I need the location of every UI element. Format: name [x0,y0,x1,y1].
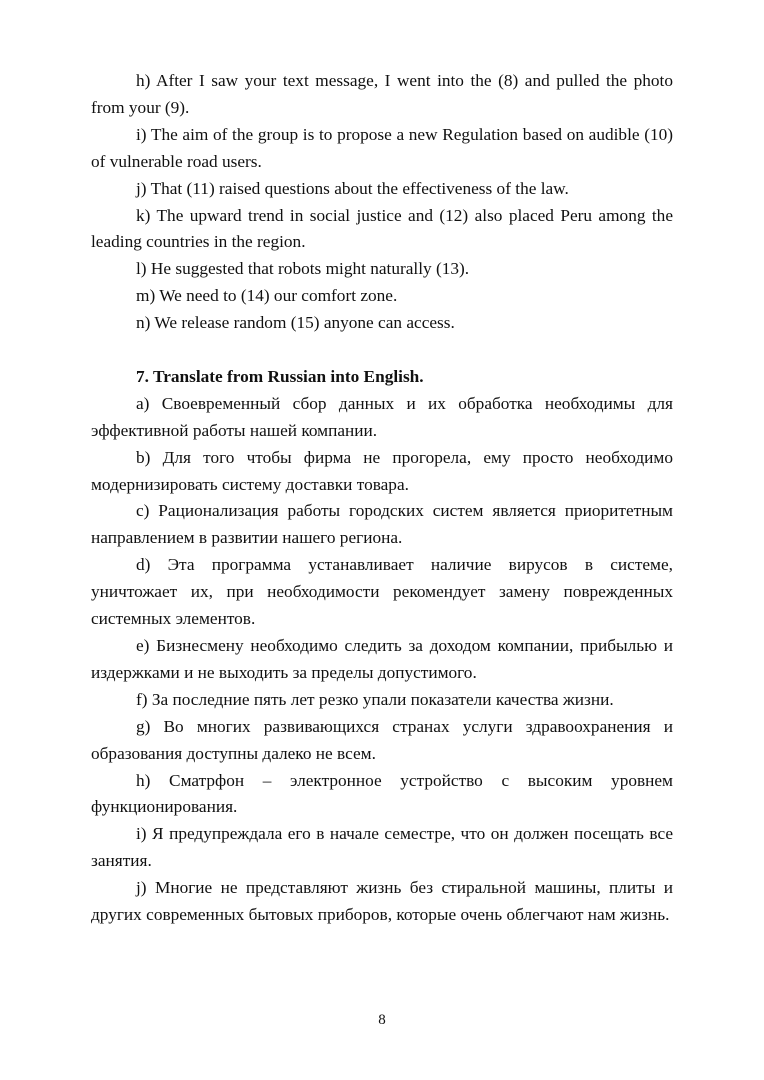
exercise-6-item-i: i) The aim of the group is to propose a new Regulation based on audible (10) of vulnerable road users. [91,124,673,171]
exercise-7-item-f: f) За последние пять лет резко упали показатели качества жизни. [136,689,614,709]
exercise-7-item-j: j) Многие не представляют жизнь без стиральной машины, плиты и других современных бытовых приборов, которые очень облегчают нам жизнь. [91,878,673,925]
section-spacer [91,337,673,364]
exercise-6-item-h: h) After I saw your text message, I went into the (8) and pulled the photo from your (9). [91,71,673,117]
exercise-6-item-l: l) He suggested that robots might naturally (13). [136,259,470,279]
exercise-6-item-m: m) We need to (14) our comfort zone. [136,286,398,306]
exercise-7-item-e: e) Бизнесмену необходимо следить за доходом компании, прибылью и издержками и не выходить за пределы допустимого. [91,636,673,682]
exercise-7-item-c: c) Рационализация работы городских систем является приоритетным направлением в развитии нашего региона. [91,501,673,548]
exercise-7-item-i: i) Я предупреждала его в начале семестре, что он должен посещать все занятия. [91,824,673,871]
exercise-7-item-a: a) Своевременный сбор данных и их обработка необходимы для эффективной работы нашей компании. [91,393,673,440]
exercise-7-item-h: h) Сматрфон – электронное устройство с высоким уровнем функционирования. [91,770,673,817]
page-number: 8 [378,1012,386,1028]
exercise-7-heading: 7. Translate from Russian into English. [136,366,424,386]
exercise-7-item-b: b) Для того чтобы фирма не прогорела, ему просто необходимо модернизировать систему доставки товара. [91,447,673,494]
exercise-7-item-g: g) Во многих развивающихся странах услуги здравоохранения и образования доступны далеко не всем. [91,716,673,763]
exercise-7-item-d: d) Эта программа устанавливает наличие вирусов в системе, уничтожает их, при необходимости рекомендует замену поврежденных системных элементов. [91,555,673,629]
page-content [91,68,673,929]
exercise-6-item-k: k) The upward trend in social justice and (12) also placed Peru among the leading countries in the region. [91,205,673,252]
exercise-6-item-n: n) We release random (15) anyone can access. [136,313,455,333]
exercise-6-item-j: j) That (11) raised questions about the effectiveness of the law. [136,178,569,198]
